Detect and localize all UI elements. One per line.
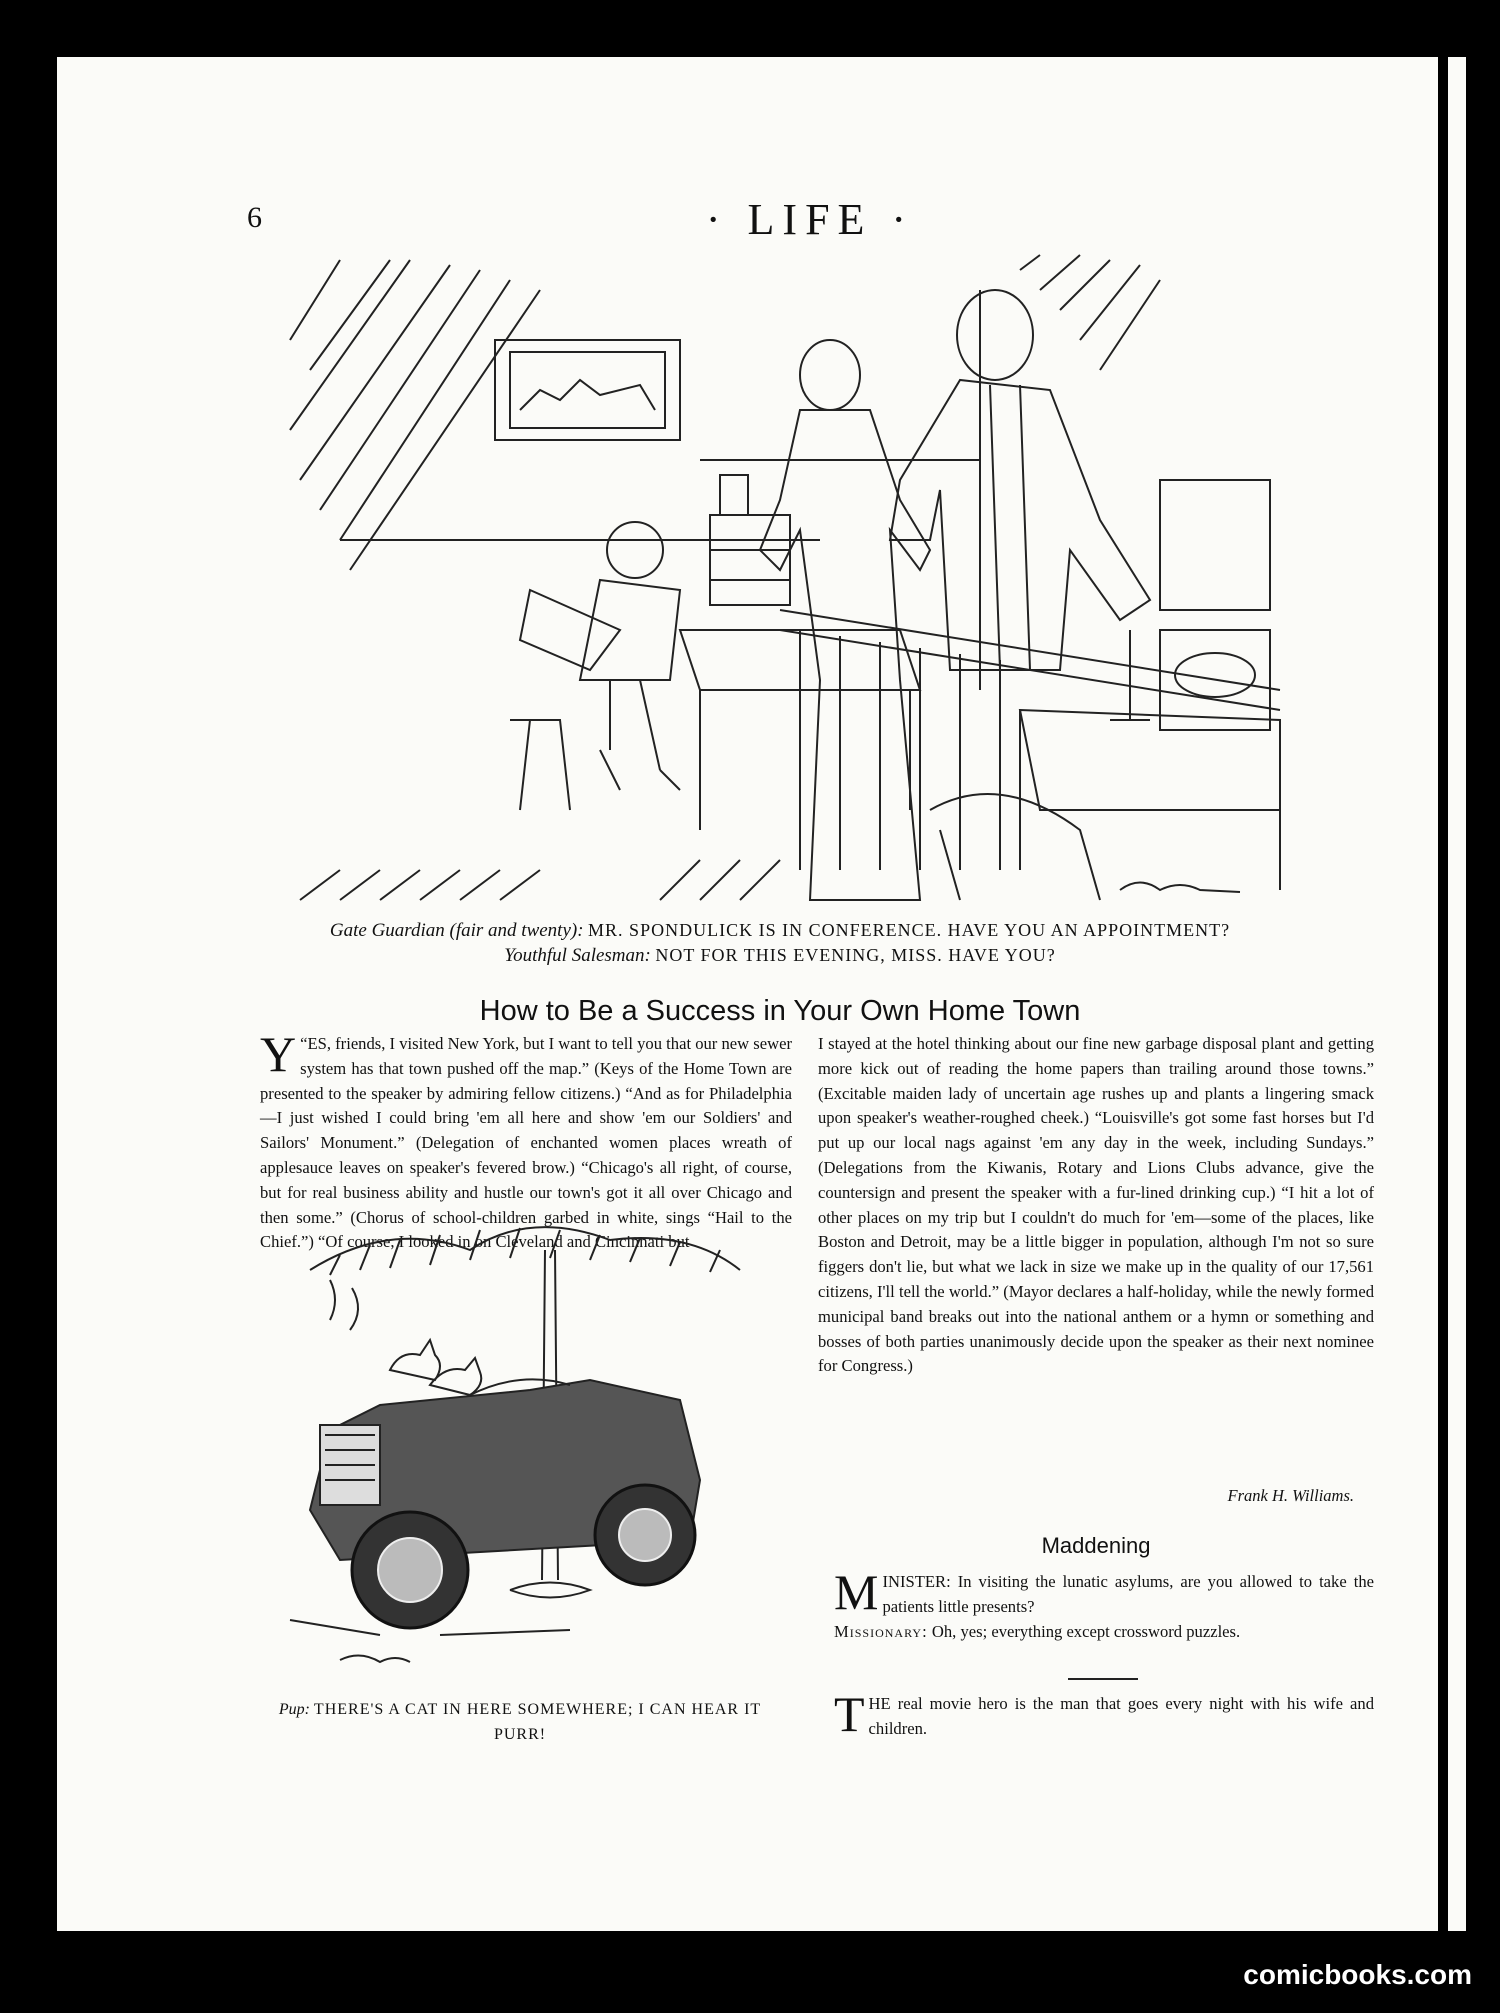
caption-line-1 xyxy=(260,918,1300,943)
masthead: · LIFE · xyxy=(705,195,915,244)
movie-hero-text: HE real movie hero is the man that goes every night with his wife and children. xyxy=(868,1694,1374,1738)
article-dropcap: Y xyxy=(260,1026,297,1082)
missionary-label: Missionary: xyxy=(834,1621,928,1641)
page-number: 6 xyxy=(247,201,262,234)
facing-page-edge xyxy=(1448,57,1466,1931)
movie-hero-dropcap: T xyxy=(834,1686,865,1742)
article-headline: How to Be a Success in Your Own Home Town xyxy=(479,995,1081,1027)
car-caption-speaker: Pup: xyxy=(278,1701,310,1718)
office-cartoon-caption xyxy=(260,918,1300,968)
caption-speaker-1: Gate Guardian (fair and twenty): xyxy=(329,920,584,941)
watermark: comicbooks.com xyxy=(1243,1959,1472,1990)
minister-line xyxy=(834,1564,1374,1620)
article-left-text: ES, friends, I visited New York, but I want to tell you that our new sewer system has that town pushed off the map.” (Keys of the Home Town are presented to the speaker by admiring fellow citizens.) “And as for Philadelphia—I just wished I could bring 'em all here and show 'em our Soldiers' and Sailors' Monument.” (Delegation of enchanted women places wreath of applesauce leaves on speaker's fevered brow.) “Chicago's all right, of course, but for real business ability and hustle our town's got it all over Chicago and then some.” (Chorus of school-children garbed in white, sings “Hail to the Chief.”) “Of course, I looked in on Cleveland and Cincinnati but xyxy=(260,1034,792,1252)
office-cartoon-drawing xyxy=(280,250,1300,910)
article-author: Frank H. Williams. xyxy=(1227,1486,1354,1505)
caption-speaker-2: Youthful Salesman: xyxy=(504,945,651,966)
car-cartoon xyxy=(270,1180,770,1700)
minister-label: INISTER: xyxy=(882,1572,951,1591)
car-caption-text: THERE'S A CAT IN HERE SOMEWHERE; I CAN HEAR IT PURR! xyxy=(313,1701,762,1743)
maddening-title: Maddening xyxy=(1041,1533,1151,1558)
car-cartoon-drawing xyxy=(270,1180,770,1700)
missionary-line xyxy=(834,1620,1374,1645)
movie-hero-joke xyxy=(834,1686,1374,1742)
maddening-joke xyxy=(834,1564,1374,1644)
section-divider xyxy=(1068,1678,1138,1680)
car-cartoon-caption xyxy=(270,1697,770,1747)
article-column-right xyxy=(818,1032,1374,1379)
missionary-text: Oh, yes; everything except crossword puzzles. xyxy=(931,1621,1241,1641)
minister-text: In visiting the lunatic asylums, are you allowed to take the patients little presents? xyxy=(882,1572,1374,1616)
article-open-quote: “ xyxy=(300,1034,308,1053)
caption-text-1: MR. SPONDULICK IS IN CONFERENCE. HAVE YOU AN APPOINTMENT? xyxy=(588,920,1231,940)
caption-text-2: NOT FOR THIS EVENING, MISS. HAVE YOU? xyxy=(655,945,1056,965)
office-cartoon xyxy=(280,250,1300,910)
maddening-dropcap: M xyxy=(834,1564,879,1620)
article-right-text: I stayed at the hotel thinking about our fine new garbage disposal plant and getting more kick out of reading the home papers than trailing around those towns.” (Excitable maiden lady of uncertain age rushes up and plants a lingering smack upon speaker's weather-roughed cheek.) “Louisville's got some fast horses but I'd put up our local nags against 'em any day in the week, including Sundays.” (Delegations from the Kiwanis, Rotary and Lions Clubs advance, give the countersign and present the speaker with a fur-lined drinking cup.) “I hit a lot of other places on my trip but I couldn't do much for 'em—some of the places, like Boston and Detroit, may be a little bigger in population, although I'm not so sure figgers don't lie, but what we lack in size we make up in the quality of our 17,561 citizens, I'll tell the world.” (Mayor declares a half-holiday, while the newly formed municipal band breaks out into the national anthem or a hymn or something and bosses of both parties unanimously decide upon the speaker as their next nominee for Congress.) xyxy=(818,1034,1374,1376)
caption-line-2 xyxy=(260,943,1300,968)
